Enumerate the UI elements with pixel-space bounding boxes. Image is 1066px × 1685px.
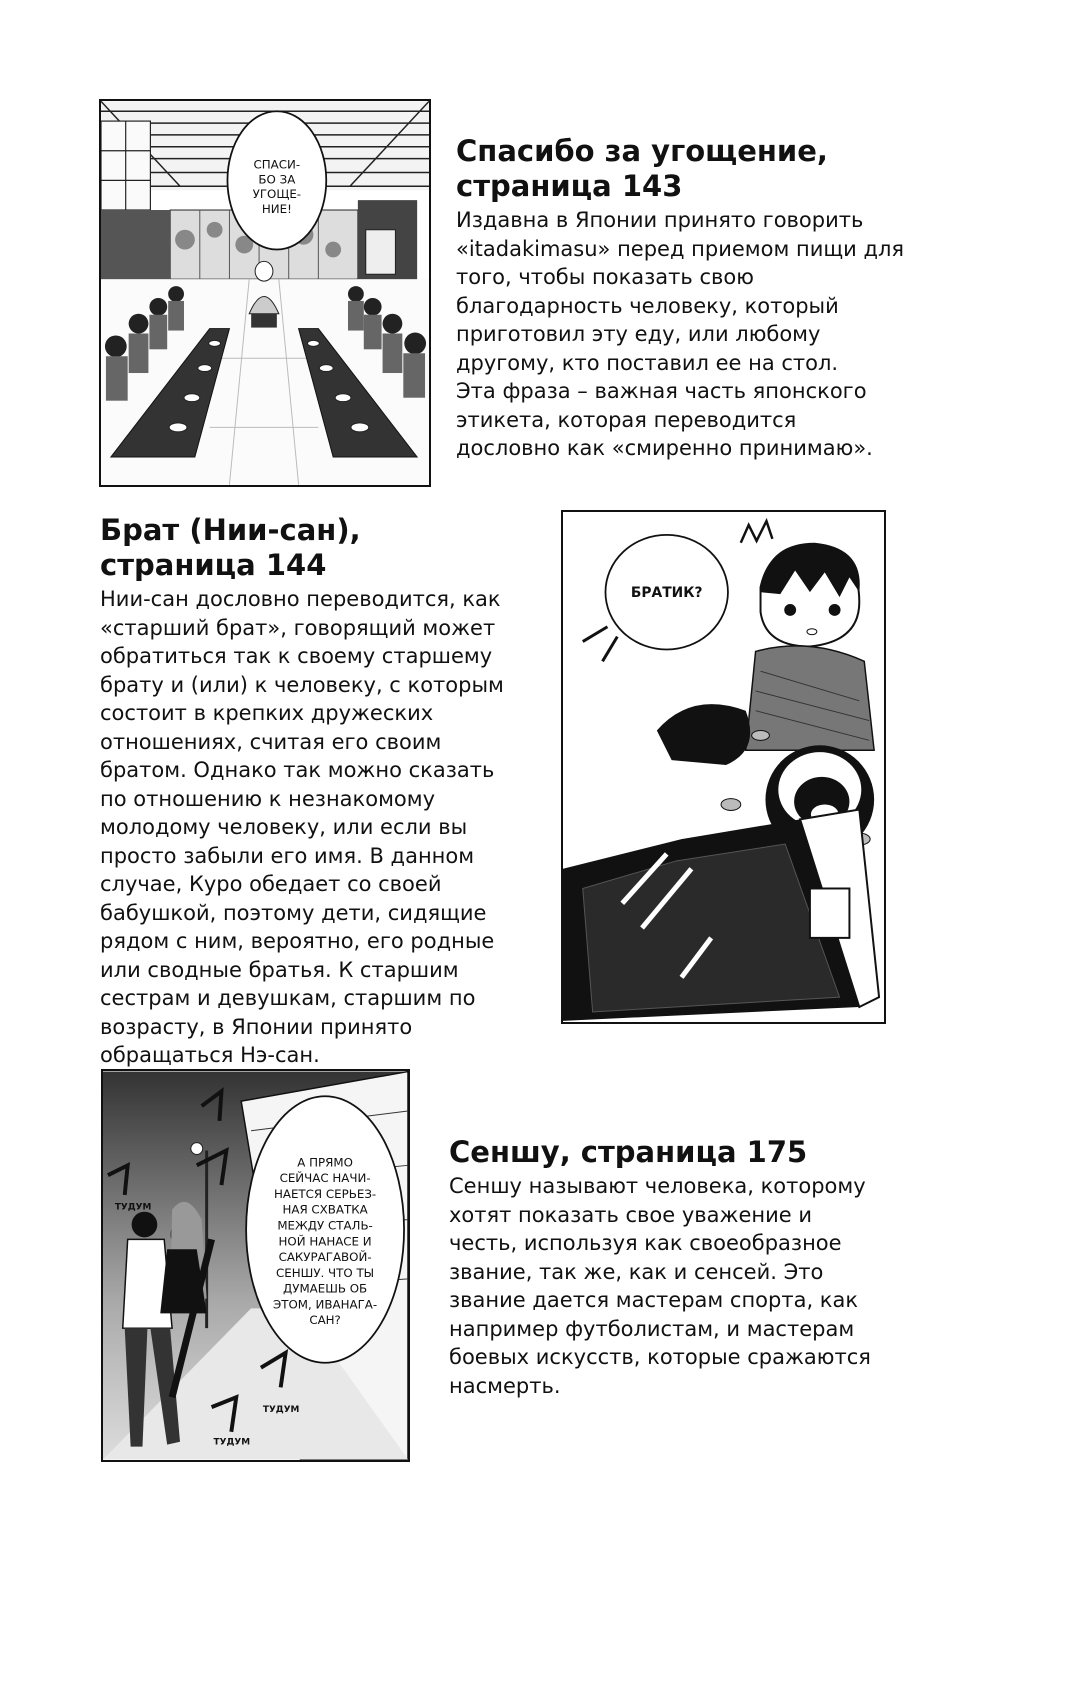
- sfx-tudum: ТУДУМ: [114, 1202, 152, 1213]
- svg-text:САКУРАГАВОЙ-: САКУРАГАВОЙ-: [278, 1250, 372, 1265]
- dining-hall-art: [101, 101, 429, 485]
- svg-text:НИЕ!: НИЕ!: [261, 201, 292, 216]
- svg-text:СЕЙЧАС НАЧИ-: СЕЙЧАС НАЧИ-: [279, 1171, 371, 1186]
- note-body: Нии-сан дословно переводится, как «старший брат», говорящий может обратиться так к своему старшему брату и (или) к человеку, с которым состоит в крепких дружеских отношениях, считая его своим братом. Однако так можно сказать по отношению к незнакомому молодому человеку, или если вы просто забыли его имя. В данном случае, Куро обедает со своей бабушкой, поэтому дети, сидящие рядом с ним, вероятно, его родные или сводные братья. К старшим сестрам и девушкам, старшим по возрасту, в Японии принято обращаться Нэ-сан.: [100, 587, 504, 1067]
- brother-illustration: [561, 510, 886, 1024]
- sfx-tudum: ТУДУМ: [262, 1405, 300, 1416]
- brother-art: [563, 512, 884, 1022]
- svg-text:СПАСИ-: СПАСИ-: [253, 157, 301, 172]
- note-itadakimasu: [456, 134, 926, 463]
- note-nii-san: [100, 513, 550, 1070]
- brother-bubble-text: БРАТИК?: [630, 585, 703, 602]
- svg-text:СЕНШУ. ЧТО ТЫ: СЕНШУ. ЧТО ТЫ: [276, 1265, 375, 1280]
- svg-text:ЭТОМ, ИВАНАГА-: ЭТОМ, ИВАНАГА-: [273, 1297, 378, 1312]
- note-body: Сеншу называют человека, которому хотят показать свое уважение и честь, используя как своеобразное звание, так же, как и сенсей. Это звание дается мастерам спорта, как например футболистам, и мастерам боевых искусств, которые сражаются насмерть.: [449, 1174, 871, 1398]
- note-title: Спасибо за угощение, страница 143: [456, 134, 828, 203]
- svg-text:НАЯ СХВАТКА: НАЯ СХВАТКА: [282, 1202, 368, 1217]
- sfx-tudum: ТУДУМ: [213, 1437, 251, 1448]
- svg-text:ДУМАЕШЬ ОБ: ДУМАЕШЬ ОБ: [283, 1281, 368, 1296]
- street-illustration: [101, 1069, 410, 1462]
- street-art: [103, 1071, 408, 1460]
- svg-text:УГОЩЕ-: УГОЩЕ-: [252, 187, 302, 202]
- note-body: Издавна в Японии принято говорить «itadakimasu» перед приемом пищи для того, чтобы показать свою благодарность человеку, который приготовил эту еду, или любому другому, кто поставил ее на стол. Эта фраза – важная часть японского этикета, которая переводится дословно как «смиренно принимаю».: [456, 208, 905, 460]
- svg-text:НОЙ НАНАСЕ И: НОЙ НАНАСЕ И: [278, 1234, 372, 1249]
- svg-text:БО ЗА: БО ЗА: [258, 172, 296, 187]
- svg-text:НАЕТСЯ СЕРЬЕЗ-: НАЕТСЯ СЕРЬЕЗ-: [273, 1186, 377, 1201]
- note-title: Сеншу, страница 175: [449, 1135, 808, 1169]
- svg-text:МЕЖДУ СТАЛЬ-: МЕЖДУ СТАЛЬ-: [277, 1218, 373, 1233]
- street-bubble-text: [273, 1155, 377, 1327]
- note-senshu: [449, 1135, 919, 1400]
- svg-text:САН?: САН?: [309, 1313, 341, 1328]
- note-title: Брат (Нии-сан), страница 144: [100, 513, 361, 582]
- svg-text:А ПРЯМО: А ПРЯМО: [297, 1155, 353, 1170]
- dining-hall-illustration: [99, 99, 431, 487]
